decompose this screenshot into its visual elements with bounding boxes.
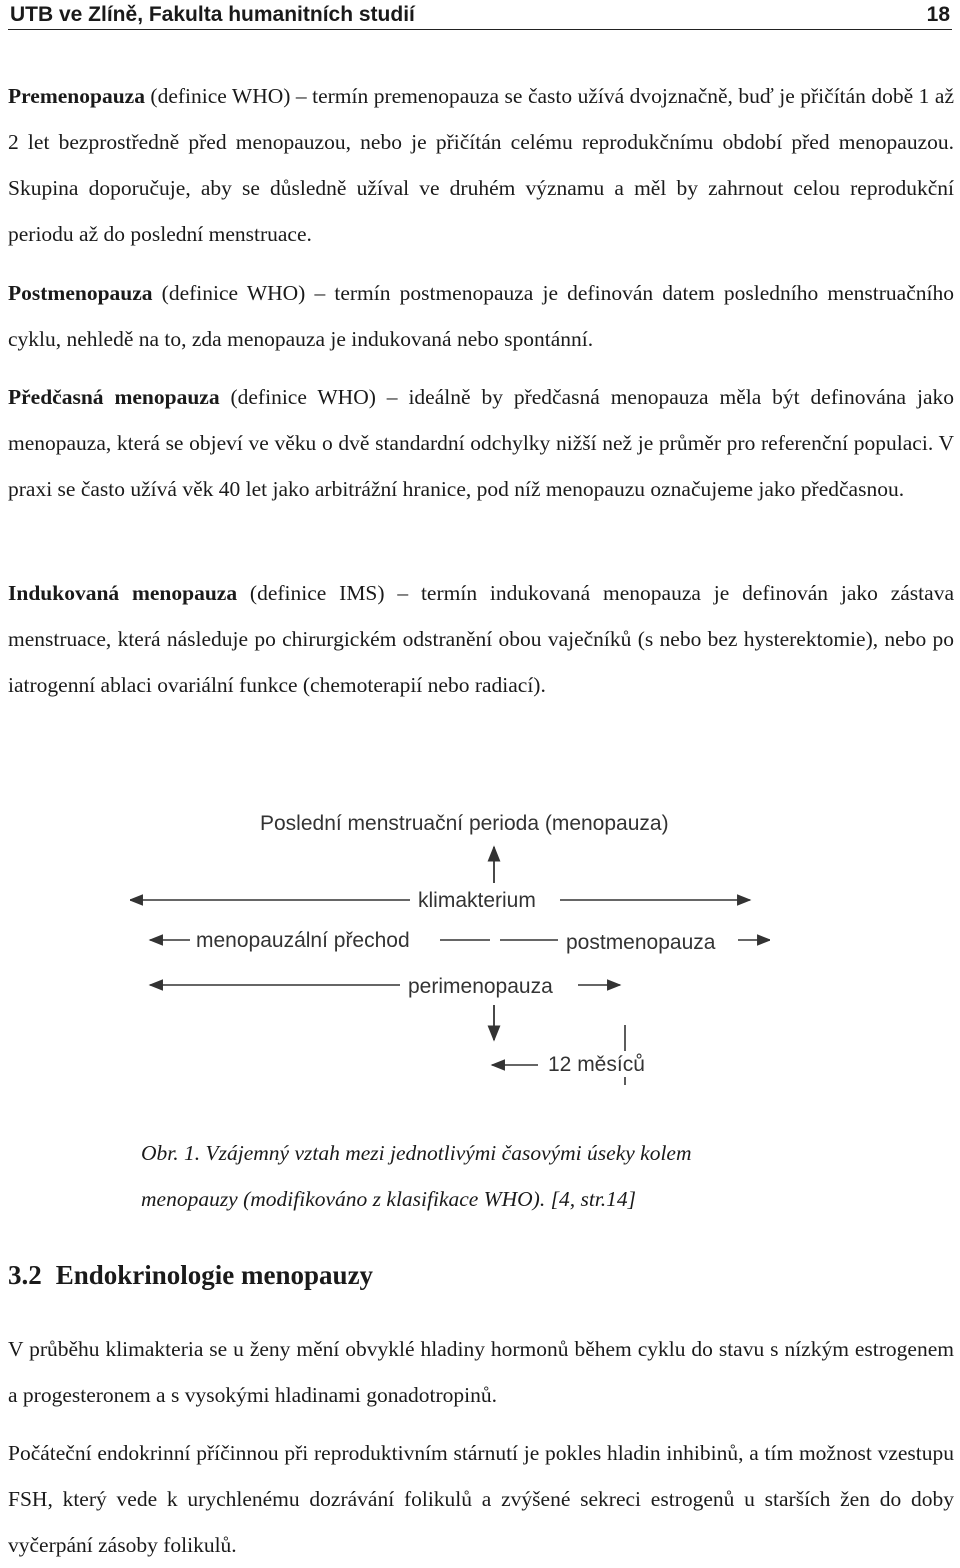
paragraph-endokrinologie-2: Počáteční endokrinní příčinnou při reproduktivním stárnutí je pokles hladin inhibinů, a tím možnost vzestupu FSH, který vede k urychlenému dozrávání folikulů a zvýšené sekreci estrogenů u starších žen do doby vyčerpání zásoby folikulů. — [8, 1441, 954, 1557]
paragraph-premenopauza — [8, 73, 954, 257]
figure-title: Poslední menstruační perioda (menopauza) — [260, 812, 669, 835]
term-premenopauza: Premenopauza — [8, 84, 145, 108]
header-title: UTB ve Zlíně, Fakulta humanitních studií — [10, 2, 415, 26]
page-header — [8, 0, 952, 30]
definition-premenopauza: (definice WHO) – termín premenopauza se často užívá dvojznačně, buď je přičítán době 1 až 2 let bezprostředně před menopauzou, nebo je přičítán celému reprodukčnímu období před menopauzou. Skupina doporučuje, aby se důsledně užíval ve druhém významu a měl by zahrnout celou reprodukční periodu až do poslední menstruace. — [8, 84, 954, 246]
label-postmenopauza: postmenopauza — [566, 931, 716, 954]
paragraph-indukovana-menopauza — [8, 570, 954, 708]
page-number: 18 — [926, 2, 950, 26]
term-indukovana-menopauza: Indukovaná menopauza — [8, 581, 238, 605]
term-predcasna-menopauza: Předčasná menopauza — [8, 385, 220, 409]
label-perimenopauza: perimenopauza — [408, 975, 553, 998]
paragraph-endokrinologie-1: V průběhu klimakteria se u ženy mění obvyklé hladiny hormonů během cyklu do stavu s nízkým estrogenem a progesteronem a s vysokými hladinami gonadotropinů. — [8, 1337, 954, 1407]
label-klimakterium: klimakterium — [418, 889, 536, 912]
paragraph-postmenopauza — [8, 270, 954, 362]
definition-predcasna-menopauza: (definice WHO) – ideálně by předčasná menopauza měla být definována jako menopauza, která se objeví ve věku o dvě standardní odchylky nižší než je průměr pro referenční populaci. V praxi se často užívá věk 40 let jako arbitrážní hranice, pod níž menopauzu označujeme jako předčasnou. — [8, 385, 954, 501]
definition-indukovana-menopauza: (definice IMS) – termín indukovaná menopauza je definován jako zástava menstruace, která následuje po chirurgickém odstranění obou vaječníků (s nebo bez hysterektomie), nebo po iatrogenní ablaci ovariální funkce (chemoterapií nebo radiací). — [8, 581, 954, 697]
label-menopauzalni-prechod: menopauzální přechod — [196, 929, 410, 952]
definition-postmenopauza: (definice WHO) – termín postmenopauza je definován datem posledního menstruačního cyklu, nehledě na to, zda menopauza je indukovaná nebo spontánní. — [8, 281, 954, 351]
section-heading — [8, 1260, 373, 1291]
caption-line-1: Obr. 1. Vzájemný vztah mezi jednotlivými časovými úseky kolem — [141, 1141, 692, 1165]
paragraph-predcasna-menopauza — [8, 374, 954, 512]
section-title: Endokrinologie menopauzy — [55, 1260, 374, 1290]
section-number: 3.2 — [8, 1260, 42, 1290]
menopause-timeline-figure — [130, 795, 770, 1095]
figure-caption — [141, 1130, 901, 1222]
label-12-mesicu: 12 měsíců — [548, 1053, 645, 1076]
term-postmenopauza: Postmenopauza — [8, 281, 153, 305]
caption-line-2: menopauzy (modifikováno z klasifikace WHO). [4, str.14] — [141, 1187, 637, 1211]
